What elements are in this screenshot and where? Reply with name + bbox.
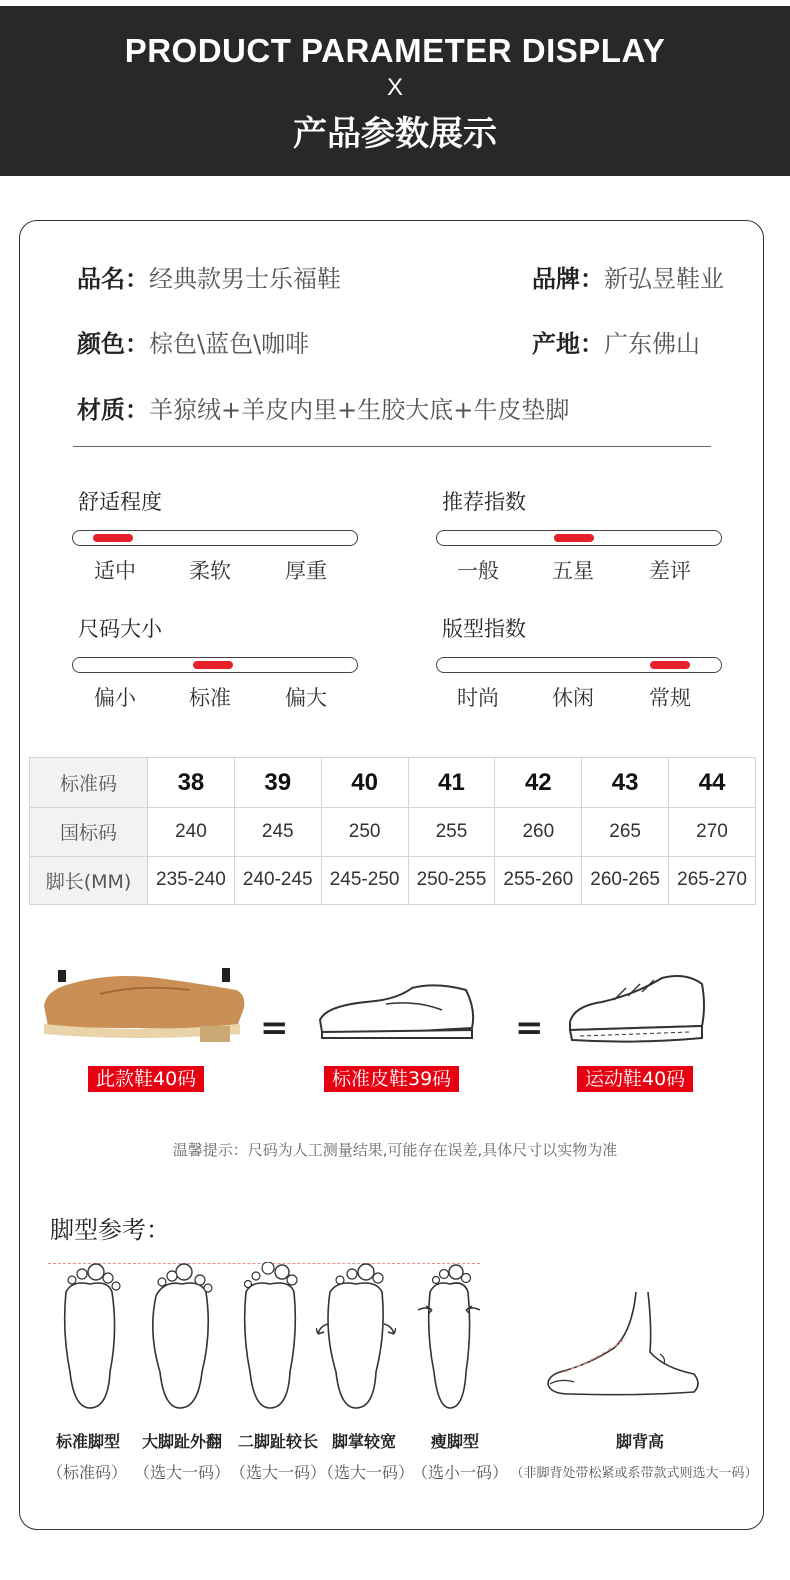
header-banner <box>0 6 790 176</box>
table-cell: 240-245 <box>234 856 321 904</box>
size-table <box>29 757 756 905</box>
info-value: 经典款男士乐福鞋 <box>149 265 341 293</box>
table-row <box>30 856 756 904</box>
scale-marker <box>193 661 233 669</box>
scale-title-recommend: 推荐指数 <box>442 490 526 514</box>
banner-title-cn: 产品参数展示 <box>293 114 497 154</box>
info-key: 品牌： <box>532 265 604 293</box>
table-cell: 255 <box>408 808 495 856</box>
info-material <box>77 390 569 425</box>
table-cell: 255-260 <box>495 856 582 904</box>
scale-marker <box>93 534 133 542</box>
info-value: 广东佛山 <box>604 330 700 358</box>
row-header: 脚长(MM) <box>30 856 148 904</box>
equals-sign: = <box>260 1008 289 1048</box>
scale-track-fit <box>436 657 722 673</box>
info-key: 品名： <box>77 265 149 293</box>
table-cell: 40 <box>321 758 408 808</box>
foot-type-label: 大脚趾外翻 <box>141 1432 222 1451</box>
info-value: 新弘昱鞋业 <box>604 265 724 293</box>
size-tip: 温馨提示：尺码为人工测量结果,可能存在误差,具体尺寸以实物为准 <box>172 1141 618 1159</box>
foot-type-label: 标准脚型 <box>55 1432 120 1451</box>
foot-type-note: （选大一码） <box>229 1463 326 1482</box>
scale-track-recommend <box>436 530 722 546</box>
slim-foot-icon <box>414 1262 484 1412</box>
scale-tick: 常规 <box>649 686 691 710</box>
foot-type-note: （选小一码） <box>412 1463 509 1482</box>
table-cell: 265 <box>582 808 669 856</box>
row-header: 标准码 <box>30 758 148 808</box>
high-instep-foot-icon <box>540 1288 710 1408</box>
table-row <box>30 758 756 808</box>
scale-tick: 偏小 <box>94 686 136 710</box>
info-key: 颜色： <box>77 330 149 358</box>
scale-tick: 适中 <box>94 559 136 583</box>
foot-type-note: （选大一码） <box>133 1463 230 1482</box>
scale-tick: 差评 <box>649 559 691 583</box>
shoe-size-tag: 标准皮鞋39码 <box>324 1066 459 1092</box>
foot-type-label: 脚背高 <box>615 1432 664 1451</box>
banner-separator: X <box>386 74 403 101</box>
info-origin <box>532 324 700 359</box>
foot-type-label: 脚掌较宽 <box>331 1432 396 1451</box>
table-cell: 44 <box>669 758 756 808</box>
foot-type-note: （非脚背处带松紧或系带款式则选大一码） <box>510 1466 758 1481</box>
table-row <box>30 808 756 856</box>
table-cell: 235-240 <box>148 856 235 904</box>
foot-type-note: （标准码） <box>46 1463 127 1482</box>
foot-type-label: 瘦脚型 <box>430 1432 479 1451</box>
scale-tick: 标准 <box>189 686 231 710</box>
info-brand <box>532 259 724 294</box>
info-product-name <box>77 259 341 294</box>
table-cell: 270 <box>669 808 756 856</box>
scale-track-size <box>72 657 358 673</box>
banner-title-en: PRODUCT PARAMETER DISPLAY <box>124 32 666 69</box>
scale-tick: 一般 <box>457 559 499 583</box>
scale-tick: 厚重 <box>285 559 327 583</box>
scale-tick: 休闲 <box>552 686 594 710</box>
shoe-size-tag: 运动鞋40码 <box>577 1066 693 1092</box>
table-cell: 260 <box>495 808 582 856</box>
row-header: 国标码 <box>30 808 148 856</box>
wide-foot-icon <box>316 1262 396 1412</box>
scale-title-fit: 版型指数 <box>442 617 526 641</box>
info-key: 材质： <box>77 396 149 424</box>
dress-shoe-image <box>316 980 478 1046</box>
equals-sign: = <box>515 1008 544 1048</box>
table-cell: 42 <box>495 758 582 808</box>
table-cell: 260-265 <box>582 856 669 904</box>
scale-track-comfort <box>72 530 358 546</box>
info-value: 棕色\蓝色\咖啡 <box>149 330 310 358</box>
table-cell: 265-270 <box>669 856 756 904</box>
scale-tick: 五星 <box>552 559 594 583</box>
table-cell: 240 <box>148 808 235 856</box>
table-cell: 39 <box>234 758 321 808</box>
foot-type-heading: 脚型参考： <box>50 1216 170 1244</box>
table-cell: 250-255 <box>408 856 495 904</box>
scale-title-comfort: 舒适程度 <box>78 490 162 514</box>
scale-tick: 柔软 <box>189 559 231 583</box>
scale-title-size: 尺码大小 <box>78 617 162 641</box>
scale-tick: 时尚 <box>457 686 499 710</box>
sneaker-image <box>566 970 708 1050</box>
long-second-toe-foot-icon <box>234 1262 306 1412</box>
bunion-foot-icon <box>144 1262 216 1412</box>
table-cell: 245 <box>234 808 321 856</box>
suede-loafer-image <box>40 964 250 1048</box>
table-cell: 41 <box>408 758 495 808</box>
shoe-size-tag: 此款鞋40码 <box>88 1066 204 1092</box>
standard-foot-icon <box>52 1262 124 1412</box>
info-key: 产地： <box>532 330 604 358</box>
scale-marker <box>554 534 594 542</box>
info-color <box>77 324 309 359</box>
table-cell: 43 <box>582 758 669 808</box>
scale-marker <box>650 661 690 669</box>
table-cell: 250 <box>321 808 408 856</box>
info-value: 羊猄绒+羊皮内里+生胶大底+牛皮垫脚 <box>149 396 570 424</box>
table-cell: 245-250 <box>321 856 408 904</box>
scale-tick: 偏大 <box>285 686 327 710</box>
table-cell: 38 <box>148 758 235 808</box>
foot-type-note: （选大一码） <box>317 1463 414 1482</box>
foot-type-label: 二脚趾较长 <box>237 1432 318 1451</box>
divider <box>73 446 711 447</box>
